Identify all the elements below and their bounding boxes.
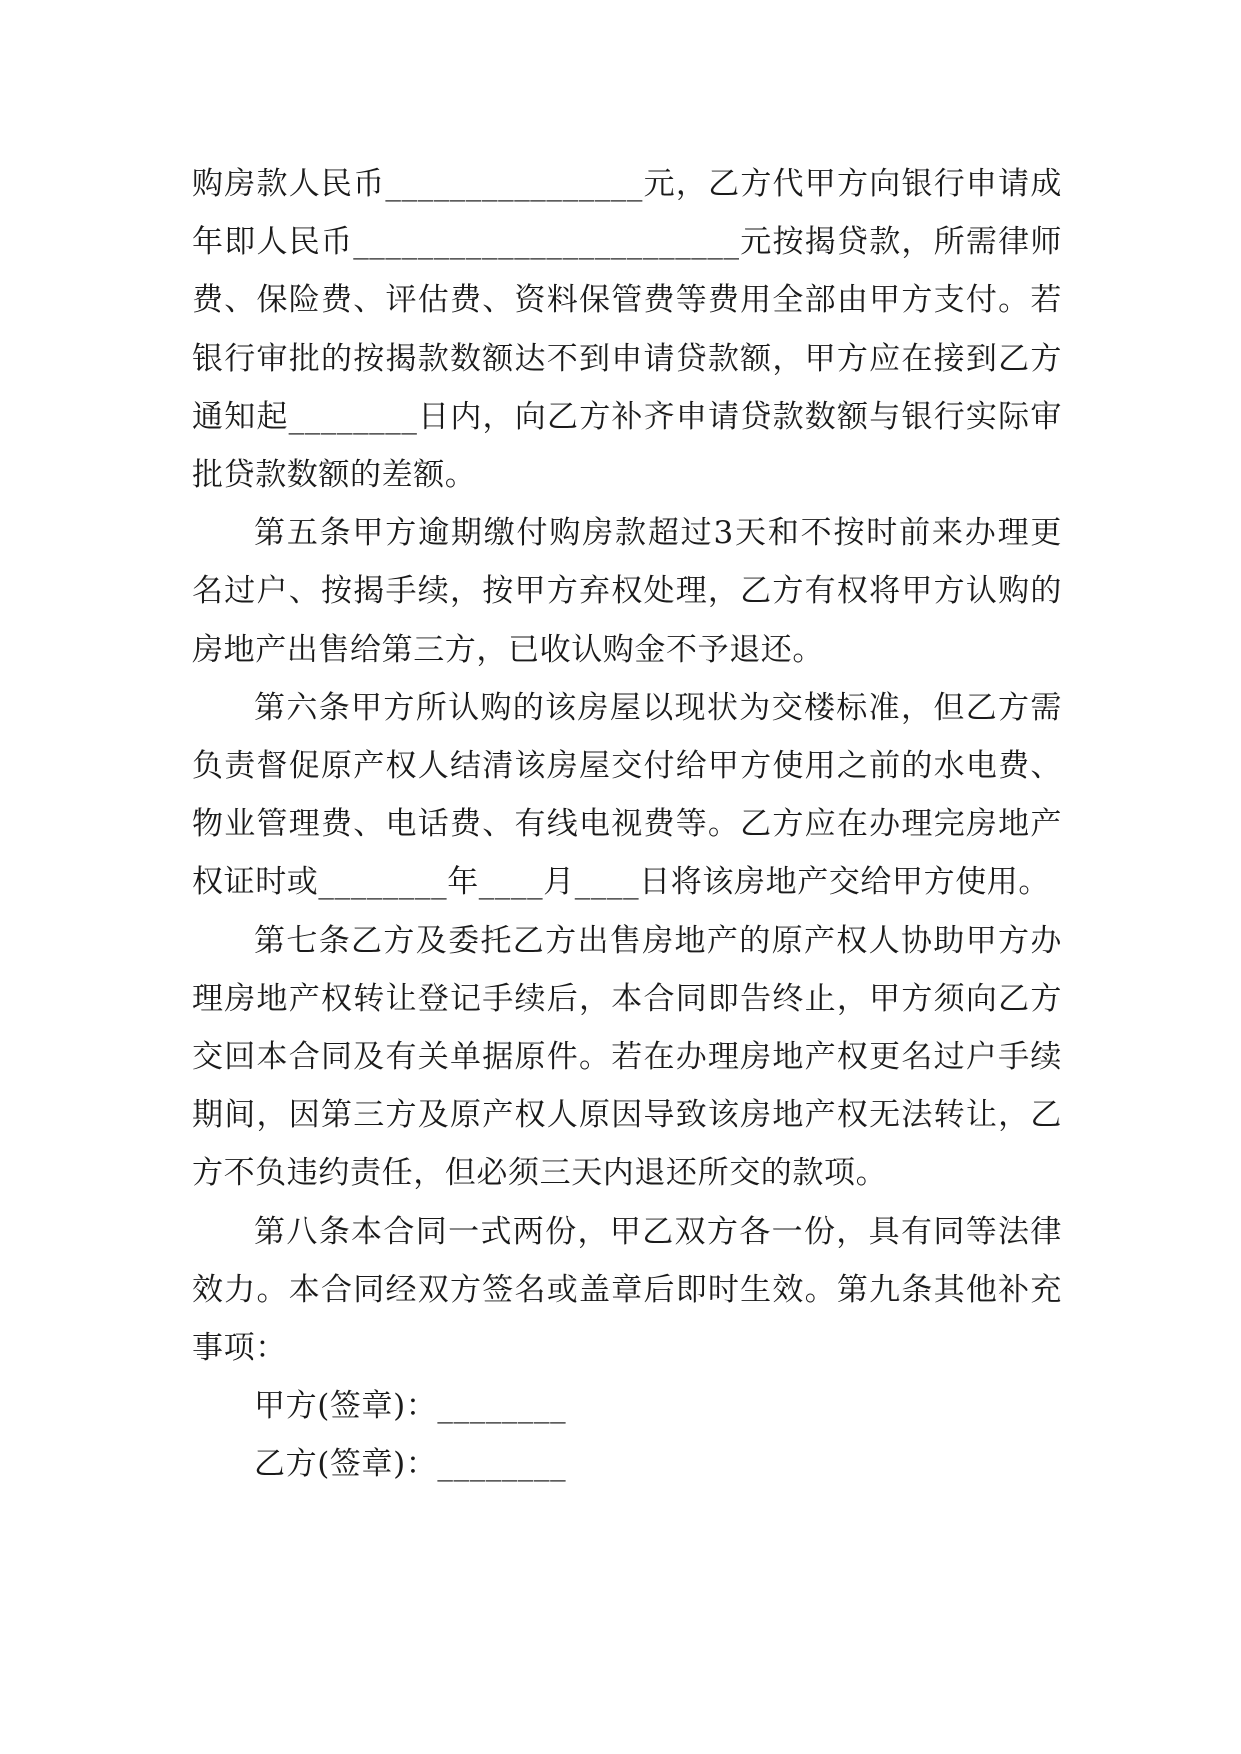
paragraph-article-8-9: 第八条本合同一式两份，甲乙双方各一份，具有同等法律效力。本合同经双方签名或盖章后即时生效。第九条其他补充事项：: [192, 1213, 1062, 1367]
contract-body: [192, 155, 1062, 1494]
paragraph-article-6: 第六条甲方所认购的该房屋以现状为交楼标准，但乙方需负责督促原产权人结清该房屋交付给甲方使用之前的水电费、物业管理费、电话费、有线电视费等。乙方应在办理完房地产权证时或________年____月____日将该房地产交给甲方使用。: [192, 689, 1062, 901]
paragraph-article-5: 第五条甲方逾期缴付购房款超过3天和不按时前来办理更名过户、按揭手续，按甲方弃权处理，乙方有权将甲方认购的房地产出售给第三方，已收认购金不予退还。: [192, 515, 1062, 668]
paragraph-payment-loan: 购房款人民币________________元，乙方代甲方向银行申请成年即人民币________________________元按揭贷款，所需律师费、保险费、评估费、资料保管费等费用全部由甲方支付。若银行审批的按揭款数额达不到申请贷款额，甲方应在接到乙方通知起________日内，向乙方补齐申请贷款数额与银行实际审批贷款数额的差额。: [192, 166, 1062, 494]
signature-party-b: 乙方(签章)：________: [254, 1446, 567, 1483]
signature-party-a: 甲方(签章)：________: [254, 1388, 567, 1425]
paragraph-article-7: 第七条乙方及委托乙方出售房地产的原产权人协助甲方办理房地产权转让登记手续后，本合同即告终止，甲方须向乙方交回本合同及有关单据原件。若在办理房地产权更名过户手续期间，因第三方及原产权人原因导致该房地产权无法转让，乙方不负违约责任，但必须三天内退还所交的款项。: [192, 922, 1062, 1192]
